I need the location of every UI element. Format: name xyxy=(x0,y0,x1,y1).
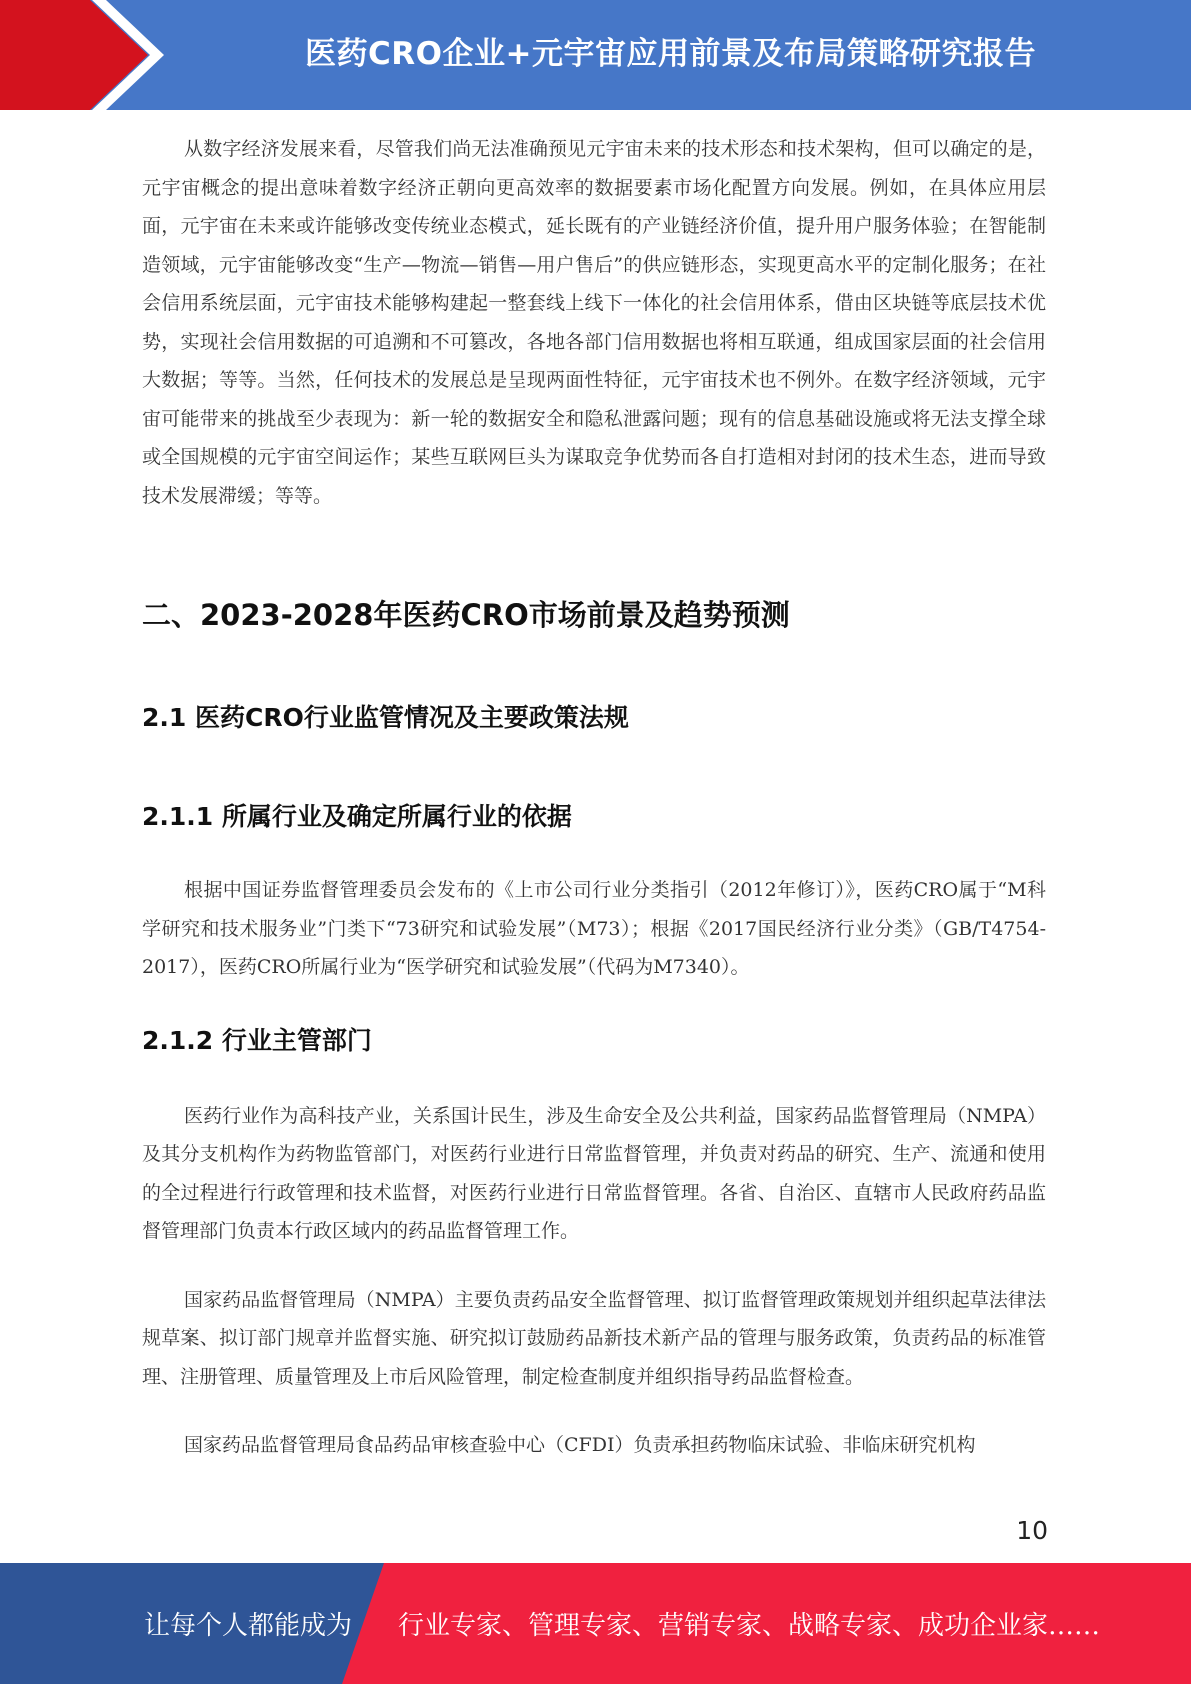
section-2-1-2-paragraph-1: 医药行业作为高科技产业，关系国计民生，涉及生命安全及公共利益，国家药品监督管理局（NMPA）及其分支机构作为药物监管部门，对医药行业进行日常监督管理，并负责对药品的研究、生产、流通和使用的全过程进行行政管理和技术监督，对医药行业进行日常监督管理。各省、自治区、直辖市人民政府药品监督管理部门负责本行政区域内的药品监督管理工作。 xyxy=(142,1104,1046,1242)
section-2-1-2-heading: 2.1.2 行业主管部门 xyxy=(142,1025,372,1055)
section-2-1-2-paragraph-3: 国家药品监督管理局食品药品审核查验中心（CFDI）负责承担药物临床试验、非临床研究机构 xyxy=(184,1434,976,1456)
page-header xyxy=(0,0,1191,110)
intro-paragraph: 从数字经济发展来看，尽管我们尚无法准确预见元宇宙未来的技术形态和技术架构，但可以确定的是，元宇宙概念的提出意味着数字经济正朝向更高效率的数据要素市场化配置方向发展。例如，在具体应用层面，元宇宙在未来或许能够改变传统业态模式，延长既有的产业链经济价值，提升用户服务体验；在智能制造领域，元宇宙能够改变“生产—物流—销售—用户售后”的供应链形态，实现更高水平的定制化服务；在社会信用系统层面，元宇宙技术能够构建起一整套线上线下一体化的社会信用体系，借由区块链等底层技术优势，实现社会信用数据的可追溯和不可篡改，各地各部门信用数据也将相互联通，组成国家层面的社会信用大数据；等等。当然，任何技术的发展总是呈现两面性特征，元宇宙技术也不例外。在数字经济领域，元宇宙可能带来的挑战至少表现为：新一轮的数据安全和隐私泄露问题；现有的信息基础设施或将无法支撑全球或全国规模的元宇宙空间运作；某些互联网巨头为谋取竞争优势而各自打造相对封闭的技术生态，进而导致技术发展滞缓；等等。 xyxy=(142,138,1046,507)
section-2-1-2-paragraph-2: 国家药品监督管理局（NMPA）主要负责药品安全监督管理、拟订监督管理政策规划并组织起草法律法规草案、拟订部门规章并监督实施、研究拟订鼓励药品新技术新产品的管理与服务政策，负责药品的标准管理、注册管理、质量管理及上市后风险管理，制定检查制度并组织指导药品监督检查。 xyxy=(142,1288,1046,1388)
section-2-1-1-heading: 2.1.1 所属行业及确定所属行业的依据 xyxy=(142,802,572,831)
footer-slogan-left: 让每个人都能成为 xyxy=(144,1611,353,1641)
document-body xyxy=(142,130,1046,1465)
section-2-heading: 二、2023-2028年医药CRO市场前景及趋势预测 xyxy=(142,598,790,632)
page-footer xyxy=(0,1563,1191,1684)
report-title: 医药CRO企业+元宇宙应用前景及布局策略研究报告 xyxy=(305,35,1036,72)
section-2-1-heading: 2.1 医药CRO行业监管情况及主要政策法规 xyxy=(142,703,629,732)
page-number: 10 xyxy=(1016,1516,1048,1545)
section-2-1-1-paragraph: 根据中国证券监督管理委员会发布的《上市公司行业分类指引（2012年修订）》，医药CRO属于“M科学研究和技术服务业”门类下“73研究和试验发展”（M73）；根据《2017国民经济行业分类》（GB/T4754-2017），医药CRO所属行业为“医学研究和试验发展”（代码为M7340）。 xyxy=(142,879,1046,978)
footer-slogan-right: 行业专家、管理专家、营销专家、战略专家、成功企业家…… xyxy=(398,1611,1101,1641)
